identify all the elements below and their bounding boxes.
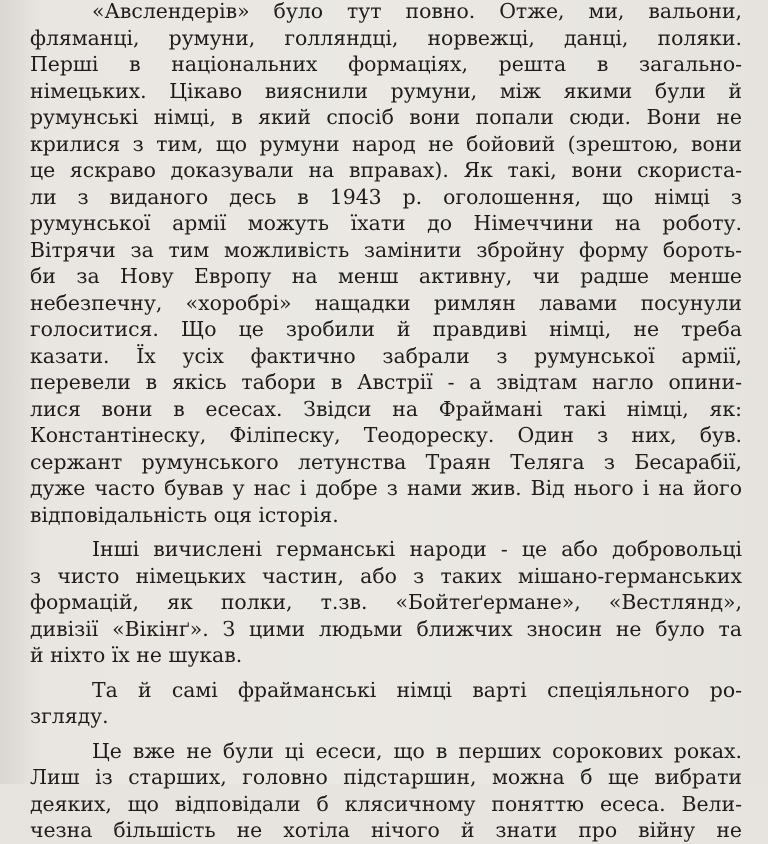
text-line: би за Нову Европу на менш активну, чи радше менше (30, 264, 742, 288)
text-line: й ніхто їх не шукав. (30, 643, 243, 667)
text-line: з чисто німецьких частин, або з таких мішано-германських (30, 563, 742, 588)
paragraph-4 (30, 738, 742, 844)
text-line: румунської армії можуть їхати до Німеччини на роботу. (30, 211, 742, 235)
text-line: перевели в якісь табори в Австрії - а звідтам нагло опини- (30, 370, 742, 394)
text-line: Константінеску, Філіпеску, Теодореску. Один з них, був. (30, 423, 742, 447)
text-line: згляду. (30, 704, 109, 728)
text-line: Це вже не були ці есеси, що в перших сорокових роках. (92, 738, 742, 763)
text-line: німецьких. Цікаво вияснили румуни, між якими були й (30, 78, 742, 103)
text-line: сержант румунського летунства Траян Теляга з Бесарабії, (30, 449, 742, 474)
text-line: це яскраво доказували на вправах). Як такі, вони скориста- (30, 158, 742, 182)
text-line: лися вони в есесах. Звідси на Фраймані такі німці, як: (30, 396, 742, 421)
text-line: деяких, що відповідали б клясичному поняттю есеса. Вели- (30, 791, 742, 816)
text-line: дуже часто бував у нас і добре з нами жив. Від нього і на його (30, 476, 742, 500)
text-line: формацій, як полки, т.зв. «Бойтеґермане», «Вестлянд», (30, 590, 742, 614)
text-line: дивізії «Вікінґ». З цими людьми ближчих зносин не було та (30, 616, 742, 641)
text-line: Вітрячи за тим можливість замінити збройну форму бороть- (30, 237, 742, 262)
text-line: Та й самі фрайманські німці варті спеціяльного ро- (92, 677, 742, 702)
text-line: казати. Їх усіх фактично забрали з румунської армії, (30, 343, 742, 368)
paragraph-gap (30, 669, 742, 677)
text-line: ли з виданого десь в 1943 р. оголошення, що німці з (30, 184, 742, 209)
text-line: чезна більшість не хотіла нічого й знати про війну не (30, 818, 742, 842)
text-line: голоситися. Що це зробили й правдиві німці, не треба (30, 317, 742, 341)
text-line: Інші вичислені германські народи - це або добровольці (92, 537, 742, 561)
text-line: «Авслендерів» було тут повно. Отже, ми, вальони, (92, 0, 742, 23)
text-line: румунські німці, в який спосіб вони попали сюди. Вони не (30, 105, 742, 129)
page-text (30, 0, 742, 844)
text-line: відповідальність оця історія. (30, 502, 339, 527)
paragraph-gap (30, 528, 742, 536)
paragraph-gap (30, 730, 742, 738)
text-line: фляманці, румуни, голляндці, норвежці, данці, поляки. (30, 25, 742, 50)
text-line: крилися з тим, що румуни народ не бойовий (зрештою, вони (30, 131, 742, 156)
paragraph-2 (30, 536, 742, 669)
text-line: Перші в національних формаціях, решта в загально- (30, 52, 742, 76)
text-line: небезпечну, «хоробрі» нащадки римлян лавами посунули (30, 290, 742, 315)
text-line: Лиш із старших, головно підстаршин, можна б ще вибрати (30, 765, 742, 789)
paragraph-3 (30, 677, 742, 730)
paragraph-1 (30, 0, 742, 528)
